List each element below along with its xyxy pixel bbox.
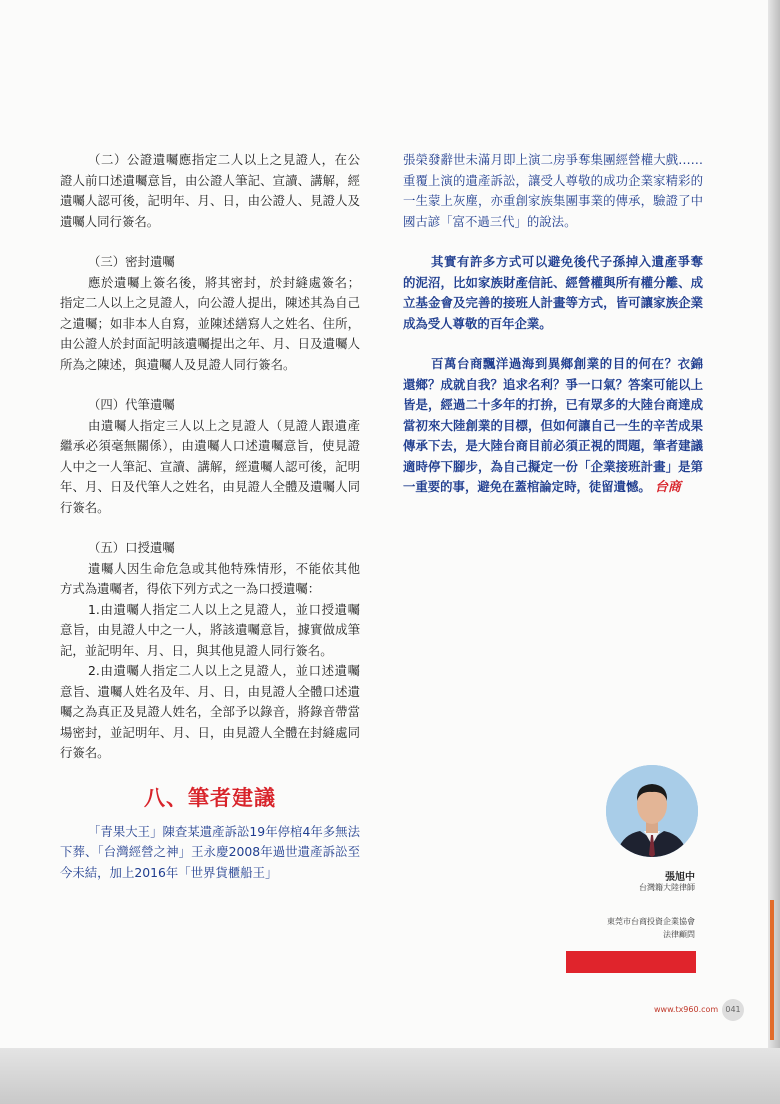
section-5-title: （五）口授遺囑 — [88, 540, 175, 555]
scan-bottom-shadow — [0, 1048, 780, 1104]
left-column — [60, 150, 360, 883]
page-edge-accent — [770, 900, 774, 1040]
section-3-title: （三）密封遺囑 — [88, 254, 175, 269]
section-4-body: 由遺囑人指定三人以上之見證人（見證人跟遺產繼承必須毫無關係），由遺囑人口述遺囑意旨，使見證人中之一人筆記、宣讀、講解，經遺囑人認可後，記明年、月、日及代筆人之姓名，由見證人全體及遺囑人同行簽名。 — [60, 417, 360, 515]
decorative-red-bar — [566, 951, 696, 973]
right-paragraph-2: 其實有許多方式可以避免後代子孫掉入遺產爭奪的泥沼，比如家族財產信託、經營權與所有權分離、成立基金會及完善的接班人計畫等方式，皆可讓家族企業成為受人尊敬的百年企業。 — [403, 254, 703, 331]
affiliation-line-1: 東莞市台商投資企業協會 — [607, 917, 695, 926]
section-8-heading: 八、筆者建議 — [144, 785, 276, 810]
author-affiliation — [540, 915, 695, 941]
section-5-item-2: 2.由遺囑人指定二人以上之見證人，並口述遺囑意旨、遺囑人姓名及年、月、日，由見證人全體口述遺囑之為真正及見證人姓名，全部予以錄音，將錄音帶當場密封，並記明年、月、日，由見證人全體在封縫處同行簽名。 — [60, 663, 360, 760]
taishang-signature: 台商 — [654, 480, 681, 495]
author-portrait-icon — [606, 765, 698, 857]
section-5-body: 遺囑人因生命危急或其他特殊情形，不能依其他方式為遺囑者，得依下列方式之一為口授遺囑： — [60, 560, 360, 596]
page-number: 041 — [722, 999, 744, 1021]
section-2 — [60, 150, 360, 232]
right-paragraph-1: 張榮發辭世未滿月即上演二房爭奪集團經營權大戲……重覆上演的遺產訴訟，讓受人尊敬的成功企業家精彩的一生蒙上灰塵，亦重創家族集團事業的傳承，驗證了中國古諺「富不過三代」的說法。 — [403, 152, 703, 229]
section-4-title: （四）代筆遺囑 — [88, 397, 175, 412]
section-3-body: 應於遺囑上簽名後，將其密封，於封縫處簽名；指定二人以上之見證人，向公證人提出，陳述其為自己之遺囑；如非本人自寫，並陳述繕寫人之姓名、住所，由公證人於封面記明該遺囑提出之年、月、日及遺囑人所為之陳述，與遺囑人及見證人同行簽名。 — [60, 274, 360, 372]
right-paragraph-3-text: 百萬台商飄洋過海到異鄉創業的目的何在？衣錦還鄉？成就自我？追求名利？爭一口氣？答案可能以上皆是，經過二十多年的打拚，已有眾多的大陸台商達成當初來大陸創業的目標，但如何讓自己一生的辛苦成果傳承下去，是大陸台商目前必須正視的問題，筆者建議適時停下腳步，為自己擬定一份「企業接班計畫」是第一重要的事，避免在蓋棺論定時，徒留遺憾。 — [403, 356, 703, 494]
footer-url: www.tx960.com — [654, 1005, 719, 1014]
scan-edge — [768, 0, 780, 1048]
section-2-body: 公證人前口述遺囑意旨，由公證人筆記、宣讀、講解，經遺囑人認可後，記明年、月、日，由公證人、見證人及遺囑人同行簽名。 — [60, 152, 360, 229]
author-name: 張旭中 — [665, 872, 695, 883]
right-paragraph-3 — [403, 354, 703, 499]
right-column — [403, 150, 703, 499]
section-5-item-1: 1.由遺囑人指定二人以上之見證人，並口授遺囑意旨，由見證人中之一人，將該遺囑意旨，據實做成筆記，並記明年、月、日，與其他見證人同行簽名。 — [60, 601, 360, 658]
author-photo — [606, 765, 698, 857]
suggestion-intro: 「青果大王」陳查某遺產訴訟19年停棺4年多無法下葬、「台灣經營之神」王永慶2008年過世遺產訴訟至今未結，加上2016年「世界貨櫃船王」 — [60, 823, 360, 880]
author-title: 台灣籍大陸律師 — [639, 883, 695, 892]
affiliation-line-2: 法律顧問 — [663, 930, 695, 939]
section-2-title: （二）公證遺囑應指定二人以上之見證人，在 — [88, 152, 348, 167]
